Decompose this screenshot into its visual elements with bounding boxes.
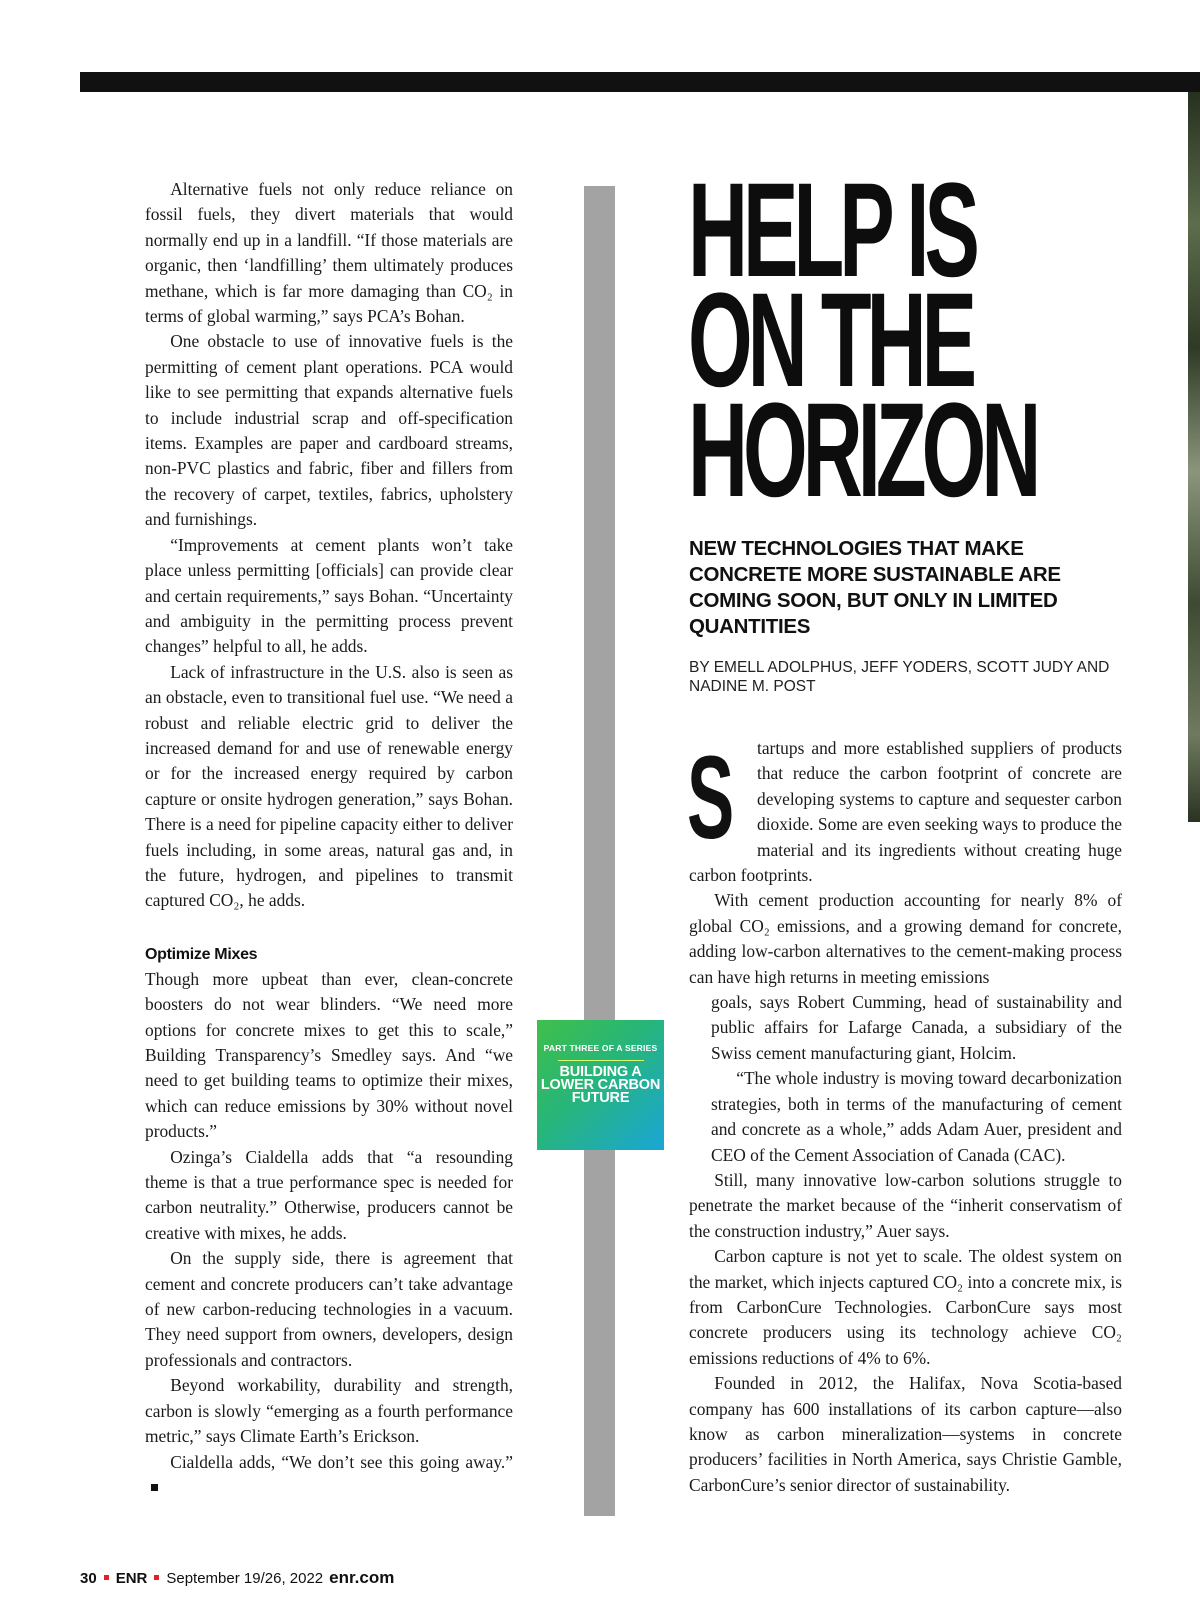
folio <box>80 1568 394 1588</box>
separator-square-icon <box>104 1575 109 1580</box>
right-column <box>687 732 1122 1498</box>
issue-date: September 19/26, 2022 <box>166 1570 324 1587</box>
series-title: BUILDING A LOWER CARBON FUTURE <box>540 1063 661 1106</box>
photo-edge <box>1188 92 1200 822</box>
top-rule <box>80 72 1200 92</box>
body-paragraph: One obstacle to use of innovative fuels is the permitting of cement plant operations. PCA would like to see permitting that expands alternative fuels to include industrial scrap and off-specification items. Examples are paper and cardboard streams, non-PVC plastics and fabric, fiber and fillers from the recovery of carpet, textiles, fabrics, upholstery and furnishings. <box>145 331 513 530</box>
body-paragraph: Founded in 2012, the Halifax, Nova Scotia-based company has 600 installations of its carbon capture—also know as carbon mineralization—systems in concrete producers’ facilities in North America, says Christie Gamble, CarbonCure’s senior director of sustainability. <box>689 1373 1122 1495</box>
separator-square-icon <box>154 1575 159 1580</box>
series-badge <box>537 1020 664 1150</box>
lead-paragraph <box>687 732 1122 888</box>
series-kicker: PART THREE OF A SERIES <box>543 1043 658 1053</box>
body-paragraph: With cement production accounting for nearly 8% of global CO₂ emissions, and a growing demand for concrete, adding low-carbon alternatives to the cement-making process can have high returns in meeting emissions <box>689 890 1122 987</box>
column-divider-bar <box>584 186 615 1516</box>
section-subhead: Optimize Mixes <box>145 945 258 963</box>
site-url: enr.com <box>329 1568 395 1587</box>
body-paragraph: “Improvements at cement plants won’t take place unless permitting [officials] can provide clear and certain requirements,” says Bohan. “Uncertainty and ambiguity in the permitting process prevent changes” helpful to all, he adds. <box>145 534 513 657</box>
body-paragraph: Still, many innovative low-carbon solutions struggle to penetrate the market because of the “inherit conservatism of the construction industry,” Auer says. <box>689 1169 1122 1241</box>
headline-line: ON THE <box>688 266 973 415</box>
body-paragraph: Beyond workability, durability and strength, carbon is slowly “emerging as a fourth performance metric,” says Climate Earth’s Erickson. <box>145 1375 513 1447</box>
magazine-brand: ENR <box>115 1570 148 1587</box>
closing-text: Cialdella adds, “We don’t see this going away.” <box>170 1451 513 1472</box>
drop-cap: S <box>687 732 735 864</box>
headline <box>688 156 1037 525</box>
body-paragraph: Alternative fuels not only reduce reliance on fossil fuels, they divert materials that would normally end up in a landfill. “If those materials are organic, then ‘landfilling’ them ultimately produces methane, which is far more damaging than CO₂ in terms of global warming,” says PCA’s Bohan. <box>145 179 513 327</box>
page-number: 30 <box>80 1570 97 1587</box>
lead-text: tartups and more established suppliers of products that reduce the carbon footprint of concrete are developing systems to capture and sequester carbon dioxide. Some are even seeking ways to produce the material and its ingredients without creating huge carbon footprints. <box>689 738 1122 886</box>
body-paragraph: Lack of infrastructure in the U.S. also is seen as an obstacle, even to transitional fuel use. “We need a robust and reliable electric grid to deliver the increased demand for and use of renewable energy or for the increased energy required by carbon capture or onsite hydrogen generation,” says Bohan. There is a need for pipeline capacity either to deliver fuels including, in some areas, natural gas and, in the future, hydrogen, and pipelines to transmit captured CO₂, he adds. <box>145 661 513 911</box>
byline: BY EMELL ADOLPHUS, JEFF YODERS, SCOTT JUDY AND NADINE M. POST <box>689 659 1110 695</box>
body-paragraph: Carbon capture is not yet to scale. The oldest system on the market, which injects captured CO₂ into a concrete mix, is from CarbonCure Technologies. CarbonCure says most concrete producers using its technology achieve CO₂ emissions reductions of 4% to 6%. <box>689 1246 1122 1368</box>
closing-paragraph <box>145 1450 513 1501</box>
series-divider <box>558 1060 644 1061</box>
body-paragraph-inset: goals, says Robert Cumming, head of sustainability and public affairs for Lafarge Canada, a subsidiary of the Swiss cement manufacturing giant, Holcim. <box>711 992 1122 1063</box>
body-paragraph-inset: “The whole industry is moving toward decarbonization strategies, both in terms of the manufacturing of cement and concrete as a whole,” adds Adam Auer, president and CEO of the Cement Association of Canada (CAC). <box>711 1068 1122 1165</box>
deck: NEW TECHNOLOGIES THAT MAKE CONCRETE MORE SUSTAINABLE ARE COMING SOON, BUT ONLY IN LIMITED QUANTITIES <box>689 537 1061 638</box>
end-mark-icon <box>151 1484 158 1491</box>
headline-line: HORIZON <box>688 376 1037 525</box>
body-paragraph: On the supply side, there is agreement that cement and concrete producers can’t take advantage of new carbon-reducing technologies in a vacuum. They need support from owners, developers, design professionals and contractors. <box>145 1248 513 1370</box>
body-paragraph: Ozinga’s Cialdella adds that “a resounding theme is that a true performance spec is needed for carbon neutrality.” Otherwise, producers cannot be creative with mixes, he adds. <box>145 1146 513 1243</box>
body-paragraph: Though more upbeat than ever, clean-concrete boosters do not wear blinders. “We need more options for concrete mixes to get this to scale,” Building Transparency’s Smedley says. And “we need to get building teams to optimize their mixes, which can reduce emissions by 30% without novel products.” <box>145 968 513 1142</box>
headline-line: HELP IS <box>688 156 975 305</box>
left-column <box>145 177 513 1500</box>
